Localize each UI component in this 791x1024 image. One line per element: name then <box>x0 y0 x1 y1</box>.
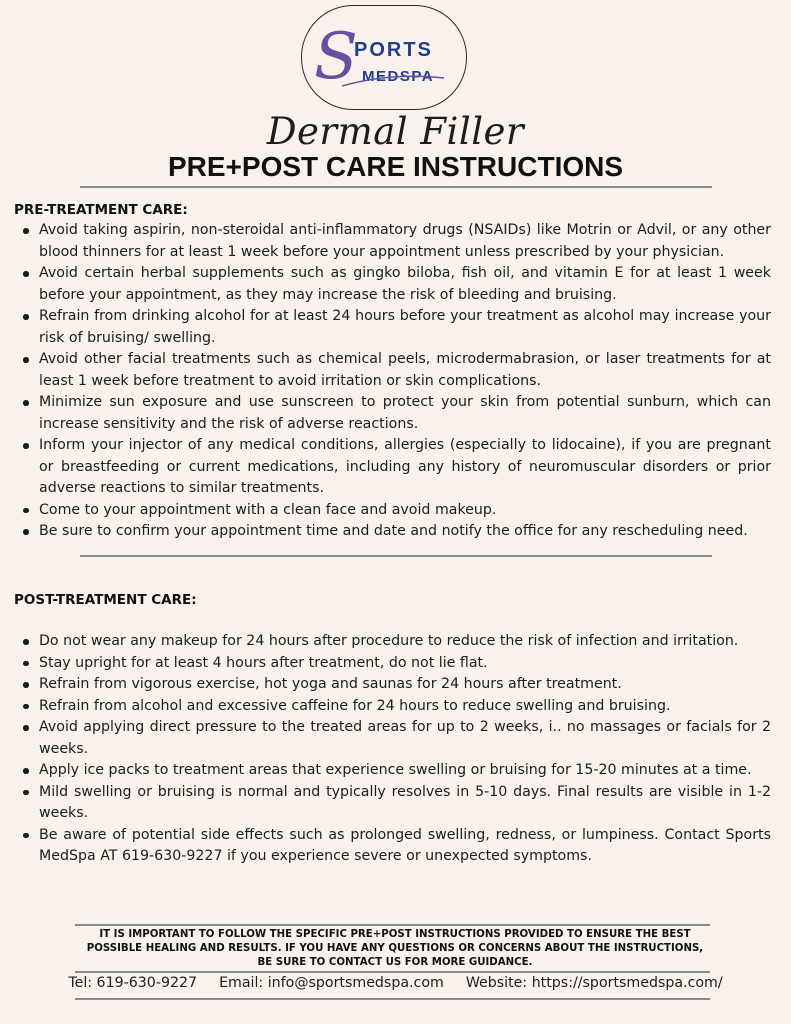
footer-note-line: POSSIBLE HEALING AND RESULTS. IF YOU HAVE ANY QUESTIONS OR CONCERNS ABOUT THE INSTRUCTIONS, <box>86 943 704 954</box>
list-item: Avoid applying direct pressure to the treated areas for up to 2 weeks, i.. no massages or facials for 2 weeks. <box>14 717 771 760</box>
footer-divider-top <box>75 924 710 926</box>
section-divider <box>80 555 712 557</box>
footer-note-line: IT IS IMPORTANT TO FOLLOW THE SPECIFIC PRE+POST INSTRUCTIONS PROVIDED TO ENSURE THE BEST <box>99 929 691 940</box>
list-item: Apply ice packs to treatment areas that experience swelling or bruising for 15-20 minutes at a time. <box>14 760 771 782</box>
post-treatment-heading: POST-TREATMENT CARE: <box>14 592 197 608</box>
pre-treatment-heading: PRE-TREATMENT CARE: <box>14 202 188 218</box>
list-item: Inform your injector of any medical conditions, allergies (especially to lidocaine), if you are pregnant or breastfeeding or current medications, including any history of neuromuscular disorders or prior adverse reactions to similar treatments. <box>14 435 771 500</box>
list-item: Mild swelling or bruising is normal and typically resolves in 5-10 days. Final results are visible in 1-2 weeks. <box>14 782 771 825</box>
list-item: Be aware of potential side effects such as prolonged swelling, redness, or lumpiness. Contact Sports MedSpa AT 619-630-9227 if you experience severe or unexpected symptoms. <box>14 825 771 868</box>
list-item: Refrain from alcohol and excessive caffeine for 24 hours to reduce swelling and bruising. <box>14 696 771 718</box>
logo-line1: PORTS <box>354 39 433 61</box>
list-item: Refrain from vigorous exercise, hot yoga and saunas for 24 hours after treatment. <box>14 674 771 696</box>
list-item: Stay upright for at least 4 hours after treatment, do not lie flat. <box>14 653 771 675</box>
list-item: Do not wear any makeup for 24 hours after procedure to reduce the risk of infection and irritation. <box>14 631 771 653</box>
list-item: Avoid other facial treatments such as chemical peels, microdermabrasion, or laser treatments for at least 1 week before treatment to avoid irritation or skin complications. <box>14 349 771 392</box>
logo <box>301 5 467 110</box>
contact-row <box>0 975 791 991</box>
title-divider <box>80 186 712 188</box>
contact-website[interactable]: Website: https://sportsmedspa.com/ <box>465 975 723 991</box>
list-item: Minimize sun exposure and use sunscreen to protect your skin from potential sunburn, which can increase sensitivity and the risk of adverse reactions. <box>14 392 771 435</box>
pre-treatment-list <box>14 220 771 543</box>
list-item: Avoid taking aspirin, non-steroidal anti-inflammatory drugs (NSAIDs) like Motrin or Advil, or any other blood thinners for at least 1 week before your appointment unless prescribed by your physician. <box>14 220 771 263</box>
list-item: Refrain from drinking alcohol for at least 24 hours before your treatment as alcohol may increase your risk of bruising/ swelling. <box>14 306 771 349</box>
list-item: Avoid certain herbal supplements such as gingko biloba, fish oil, and vitamin E for at least 1 week before your appointment, as they may increase the risk of bleeding and bruising. <box>14 263 771 306</box>
contact-phone[interactable]: Tel: 619-630-9227 <box>68 975 198 991</box>
script-title: Dermal Filler <box>266 110 525 153</box>
logo-graphic <box>302 6 468 111</box>
footer-divider-middle <box>75 971 710 973</box>
logo-line2: MEDSPA <box>362 68 435 85</box>
contact-email[interactable]: Email: info@sportsmedspa.com <box>219 975 444 991</box>
page-title: PRE+POST CARE INSTRUCTIONS <box>167 151 624 182</box>
footer-divider-bottom <box>75 998 710 1000</box>
list-item: Come to your appointment with a clean face and avoid makeup. <box>14 500 771 522</box>
footer-note-line: BE SURE TO CONTACT US FOR MORE GUIDANCE. <box>257 957 533 968</box>
list-item: Be sure to confirm your appointment time and date and notify the office for any rescheduling need. <box>14 521 771 543</box>
post-treatment-list <box>14 631 771 868</box>
logo-initial: S <box>314 20 358 94</box>
footer-note <box>70 928 720 970</box>
